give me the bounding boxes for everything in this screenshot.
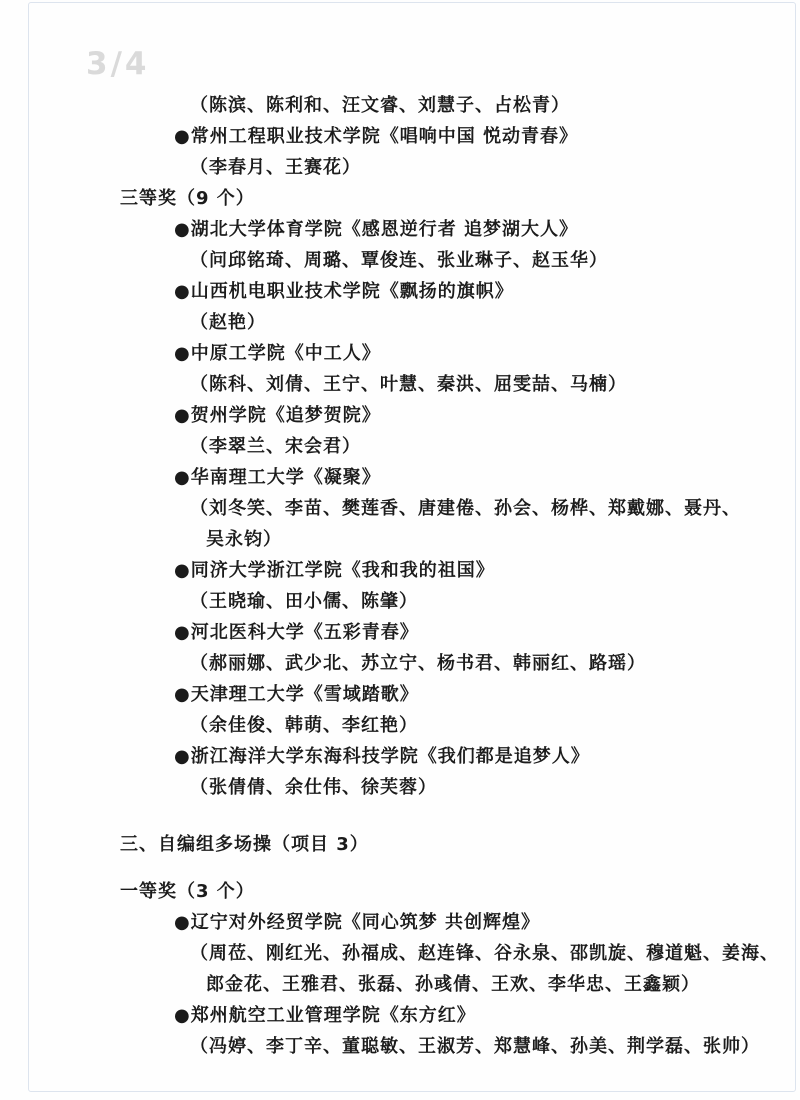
participants-line: （问邱铭琦、周璐、覃俊连、张业琳子、赵玉华） (190, 250, 608, 271)
participants-line: （郝丽娜、武少北、苏立宁、杨书君、韩丽红、路瑶） (190, 653, 646, 674)
award-level-heading: 三等奖（9 个） (120, 188, 255, 209)
section-heading: 三、自编组多场操（项目 3） (120, 834, 369, 855)
participants-line: （周莅、刚红光、孙福成、赵连锋、谷永泉、邵凯旋、穆道魁、姜海、 (190, 943, 779, 964)
entry-line: ●同济大学浙江学院《我和我的祖国》 (174, 560, 495, 581)
participants-cont-line: 吴永钧） (206, 529, 282, 550)
participants-line: （陈滨、陈利和、汪文睿、刘慧子、占松青） (190, 95, 570, 116)
participants-line: （李春月、王赛花） (190, 157, 361, 178)
entry-line: ●浙江海洋大学东海科技学院《我们都是追梦人》 (174, 746, 590, 767)
participants-line: （陈科、刘倩、王宁、叶慧、秦洪、屈雯喆、马楠） (190, 374, 627, 395)
entry-line: ●天津理工大学《雪域踏歌》 (174, 684, 419, 705)
participants-line: （余佳俊、韩萌、李红艳） (190, 715, 418, 736)
entry-line: ●中原工学院《中工人》 (174, 343, 381, 364)
entry-line: ●湖北大学体育学院《感恩逆行者 追梦湖大人》 (174, 219, 578, 240)
page-number-watermark: 3/4 (86, 46, 150, 82)
participants-line: （张倩倩、余仕伟、徐芙蓉） (190, 777, 437, 798)
participants-cont-line: 郎金花、王雅君、张磊、孙彧倩、王欢、李华忠、王鑫颖） (206, 974, 700, 995)
participants-line: （冯婷、李丁辛、董聪敏、王淑芳、郑慧峰、孙美、荆学磊、张帅） (190, 1036, 760, 1057)
entry-line: ●常州工程职业技术学院《唱响中国 悦动青春》 (174, 126, 578, 147)
participants-line: （赵艳） (190, 312, 266, 333)
entry-line: ●河北医科大学《五彩青春》 (174, 622, 419, 643)
document-body (0, 90, 800, 1062)
entry-line: ●华南理工大学《凝聚》 (174, 467, 381, 488)
entry-line: ●郑州航空工业管理学院《东方红》 (174, 1005, 476, 1026)
award-level-heading: 一等奖（3 个） (120, 881, 255, 902)
participants-line: （王晓瑜、田小儒、陈肇） (190, 591, 418, 612)
participants-line: （刘冬笑、李苗、樊莲香、唐建倦、孙会、杨桦、郑戴娜、聂丹、 (190, 498, 741, 519)
entry-line: ●贺州学院《追梦贺院》 (174, 405, 381, 426)
participants-line: （李翠兰、宋会君） (190, 436, 361, 457)
entry-line: ●辽宁对外经贸学院《同心筑梦 共创辉煌》 (174, 912, 540, 933)
entry-line: ●山西机电职业技术学院《飘扬的旗帜》 (174, 281, 514, 302)
